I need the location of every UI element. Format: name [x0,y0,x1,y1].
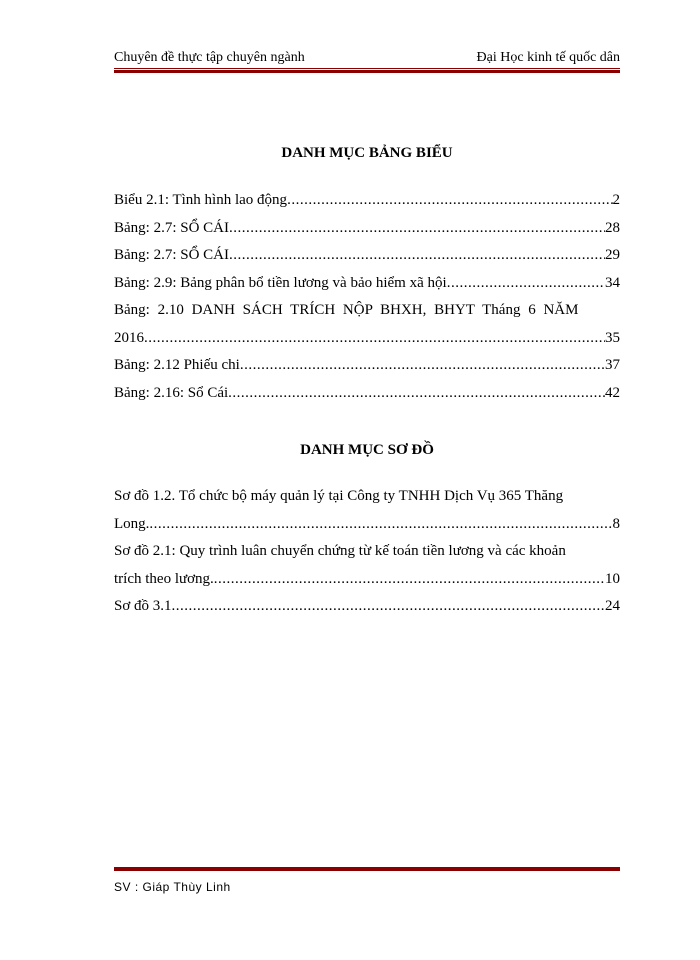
entry-label: Bảng: 2.16: Sổ Cái [114,384,229,401]
footer-rule [114,866,620,871]
dot-leader [172,598,605,615]
header-left: Chuyên đề thực tập chuyên ngành [114,50,305,65]
toc-entry[interactable] [114,192,620,220]
entry-label: Bảng: 2.7: SỔ CÁI [114,247,230,263]
toc-entry[interactable] [114,330,620,358]
dot-leader [149,516,612,533]
toc-entry[interactable] [114,247,620,275]
tables-list [114,192,620,412]
entry-page: 37 [605,357,620,373]
dot-leader [228,385,605,402]
toc-entry[interactable] [114,220,620,248]
toc-entry-line1[interactable]: Bảng: 2.10 DANH SÁCH TRÍCH NỘP BHXH, BHYT Tháng 6 NĂM [114,302,579,318]
toc-entry[interactable] [114,516,620,544]
toc-entry[interactable] [114,357,620,385]
toc-entry[interactable] [114,571,620,599]
dot-leader [447,275,605,292]
entry-label: Sơ đồ 3.1 [114,598,172,614]
dot-leader [214,571,605,588]
entry-label: Bảng: 2.7: SỔ CÁI [114,219,230,236]
entry-page: 35 [605,329,620,346]
page-header [114,50,620,66]
header-rule [114,68,620,73]
entry-page: 28 [605,219,620,236]
page-footer: SV : Giáp Thùy Linh [114,880,231,894]
dot-leader [144,330,605,347]
entry-label: 2016 [114,329,144,346]
toc-entry[interactable] [114,275,620,303]
header-right: Đại Học kinh tế quốc dân [476,50,620,65]
toc-entry[interactable] [114,385,620,413]
toc-entry[interactable] [114,598,620,626]
dot-leader [287,192,612,209]
toc-entry-line1[interactable]: Sơ đồ 2.1: Quy trình luân chuyển chứng từ kế toán tiền lương và các khoản [114,543,566,559]
entry-label: Bảng: 2.9: Bảng phân bổ tiền lương và bảo hiểm xã hội [114,274,447,291]
dot-leader [229,247,605,264]
entry-page: 10 [605,570,620,587]
dot-leader [240,357,605,374]
entry-label: Biểu 2.1: Tình hình lao động [114,192,288,208]
diagrams-section-title: DANH MỤC SƠ ĐỒ [300,442,434,458]
tables-section-title: DANH MỤC BẢNG BIỂU [281,145,453,161]
entry-page: 42 [605,384,620,401]
diagrams-list [114,488,620,626]
entry-page: 8 [612,515,620,532]
entry-label: trích theo lương. [114,570,214,587]
entry-label: Long. [114,515,150,532]
entry-page: 34 [605,274,620,291]
toc-entry-line1[interactable]: Sơ đồ 1.2. Tổ chức bộ máy quản lý tại Công ty TNHH Dịch Vụ 365 Thăng [114,488,564,504]
entry-label: Bảng: 2.12 Phiếu chi [114,357,240,373]
entry-page: 24 [605,598,620,614]
entry-page: 2 [612,192,620,208]
entry-page: 29 [605,247,620,263]
dot-leader [229,220,605,237]
